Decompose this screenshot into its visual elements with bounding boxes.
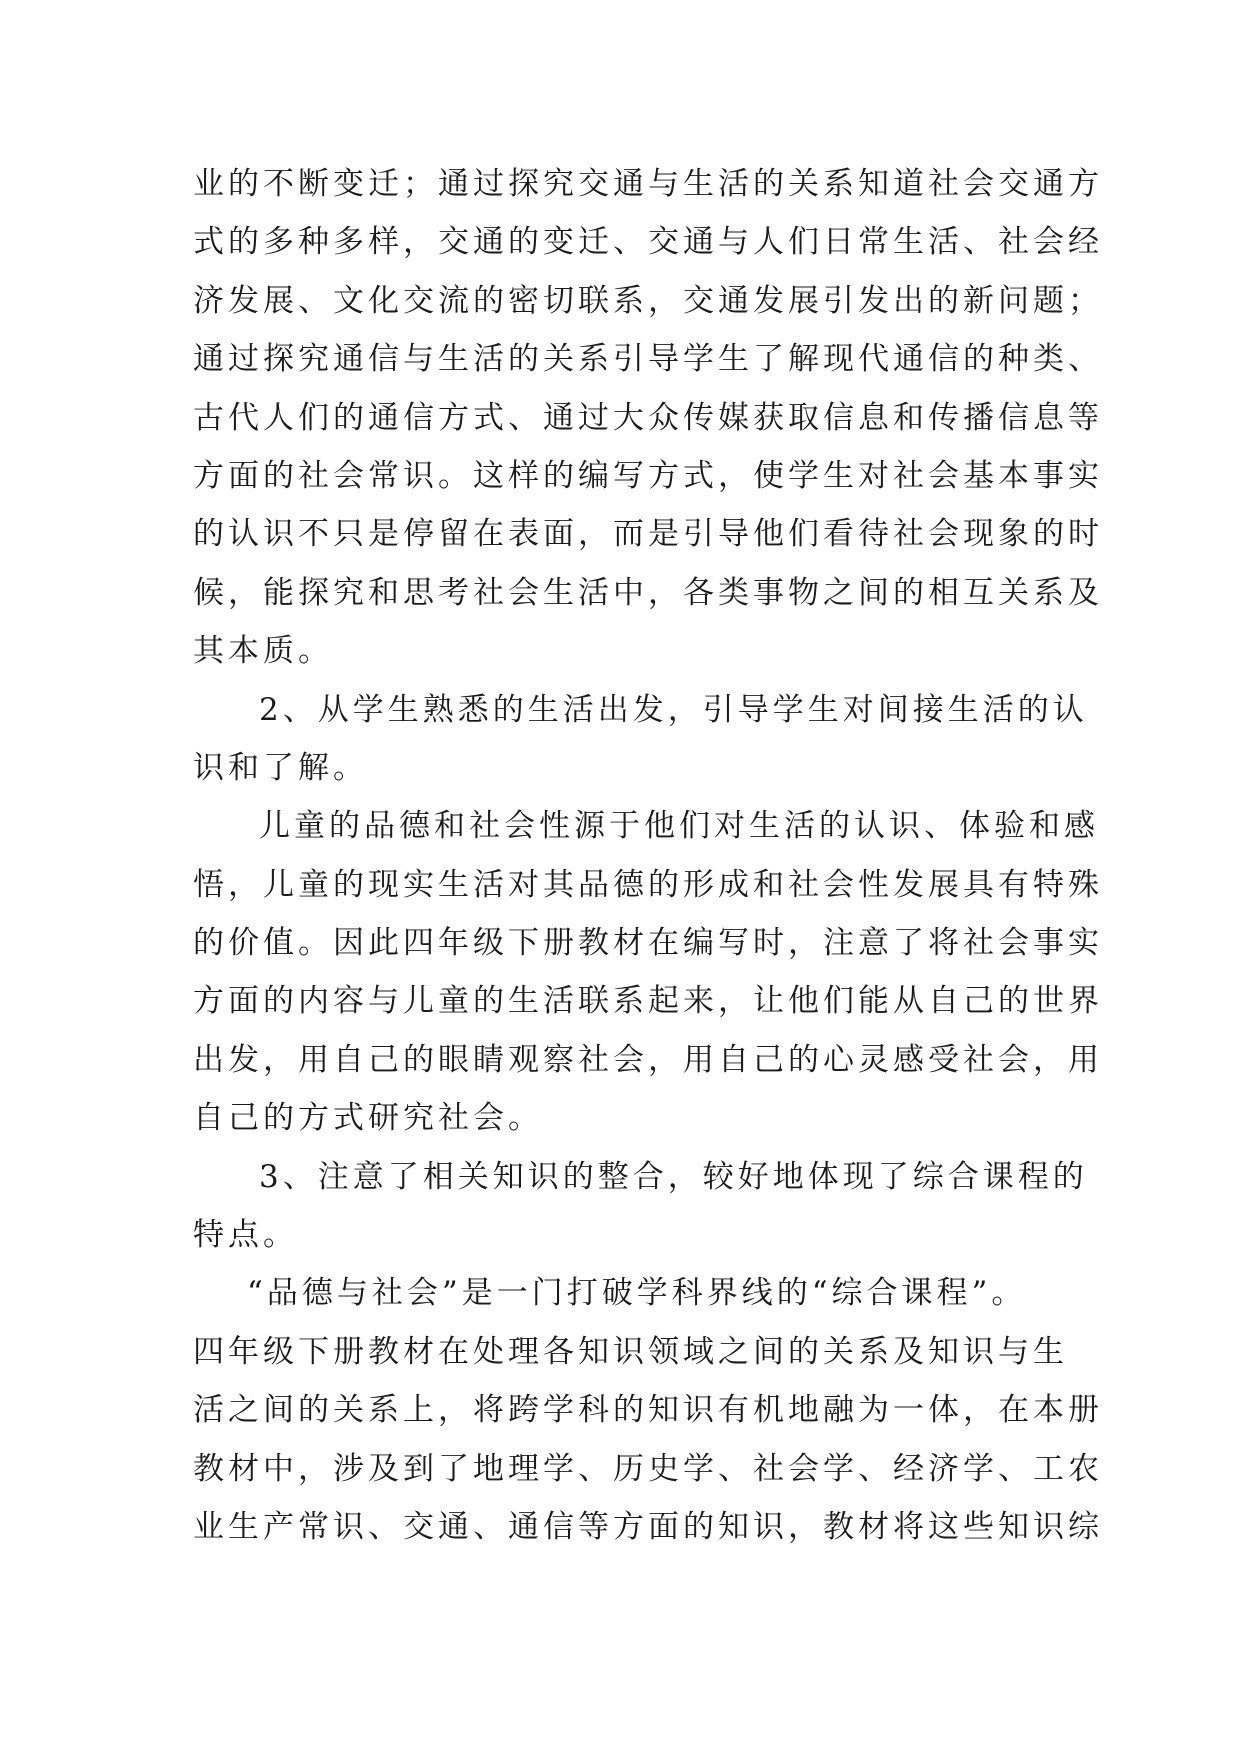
text-line: 方面的社会常识。这样的编写方式，使学生对社会基本事实 xyxy=(193,457,1103,494)
section-heading-2: 2、从学生熟悉的生活出发，引导学生对间接生活的认 xyxy=(259,691,1088,728)
paragraph-start: “品德与社会”是一门打破学科界线的“综合课程”。 xyxy=(247,1275,1027,1312)
text-line: 自己的方式研究社会。 xyxy=(193,1100,543,1137)
text-line: 特点。 xyxy=(193,1217,298,1254)
text-line: 通过探究通信与生活的关系引导学生了解现代通信的种类、 xyxy=(193,341,1103,378)
text-line: 活之间的关系上，将跨学科的知识有机地融为一体，在本册 xyxy=(193,1392,1103,1429)
text-line: 古代人们的通信方式、通过大众传媒获取信息和传播信息等 xyxy=(193,399,1103,436)
paragraph-start: 儿童的品德和社会性源于他们对生活的认识、体验和感 xyxy=(259,808,1099,845)
text-line: 式的多种多样，交通的变迁、交通与人们日常生活、社会经 xyxy=(193,224,1103,261)
text-line: 业的不断变迁；通过探究交通与生活的关系知道社会交通方 xyxy=(193,166,1103,202)
text-line: 出发，用自己的眼睛观察社会，用自己的心灵感受社会，用 xyxy=(193,1041,1103,1078)
body-text xyxy=(193,155,1103,1556)
text-line: 业生产常识、交通、通信等方面的知识，教材将这些知识综 xyxy=(193,1508,1103,1545)
text-line: 识和了解。 xyxy=(193,749,368,786)
text-line: 的价值。因此四年级下册教材在编写时，注意了将社会事实 xyxy=(193,925,1103,962)
section-heading-3: 3、注意了相关知识的整合，较好地体现了综合课程的 xyxy=(259,1158,1088,1195)
text-line: 悟，儿童的现实生活对其品德的形成和社会性发展具有特殊 xyxy=(193,866,1103,903)
text-line: 的认识不只是停留在表面，而是引导他们看待社会现象的时 xyxy=(193,516,1103,553)
text-line: 候，能探究和思考社会生活中，各类事物之间的相互关系及 xyxy=(193,574,1103,611)
text-line: 方面的内容与儿童的生活联系起来，让他们能从自己的世界 xyxy=(193,983,1103,1020)
text-line: 济发展、文化交流的密切联系，交通发展引发出的新问题； xyxy=(193,282,1103,319)
text-line: 四年级下册教材在处理各知识领域之间的关系及知识与生 xyxy=(193,1333,1068,1370)
text-line: 教材中，涉及到了地理学、历史学、社会学、经济学、工农 xyxy=(193,1450,1103,1487)
text-line: 其本质。 xyxy=(193,633,333,670)
